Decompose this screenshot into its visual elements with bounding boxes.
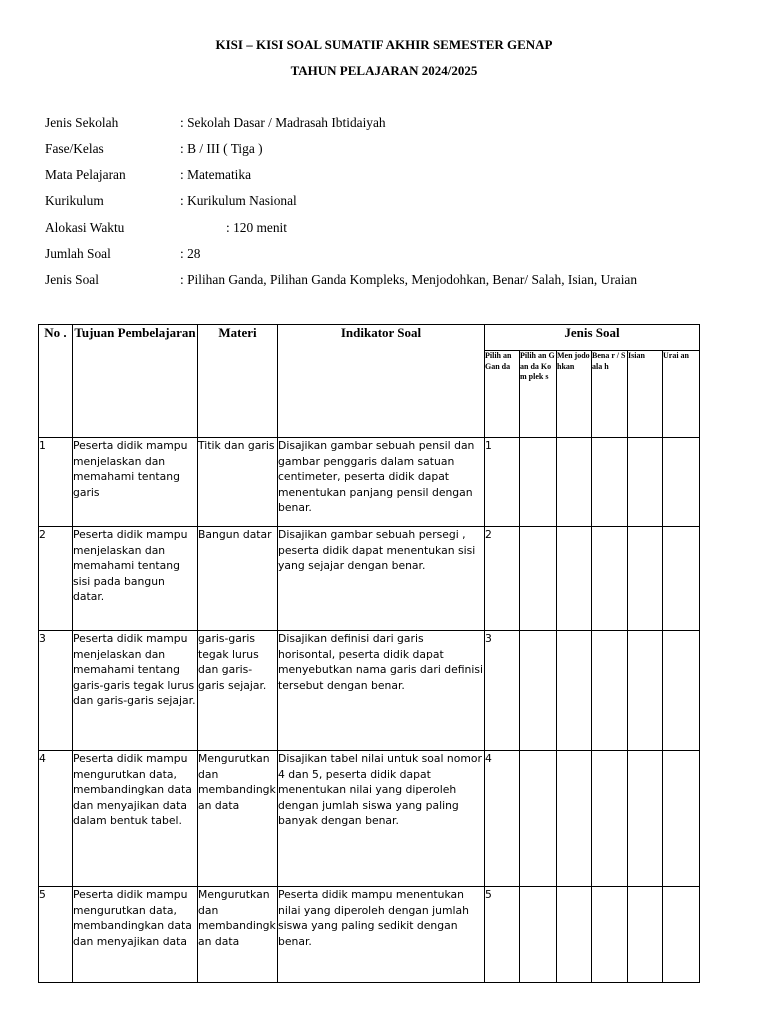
row-tujuan: Peserta didik mampu menjelaskan dan memahami tentang sisi pada bangun datar. [73, 527, 198, 631]
header-isian: Isian [628, 351, 663, 438]
row-tujuan: Peserta didik mampu menjelaskan dan memahami tentang garis-garis tegak lurus dan garis-garis sejajar. [73, 631, 198, 751]
table-row [39, 751, 700, 887]
info-label: Jenis Sekolah [45, 115, 119, 130]
row-empty-cell [592, 527, 628, 631]
row-empty-cell [520, 438, 557, 527]
row-empty-cell [628, 527, 663, 631]
kisi-kisi-table [38, 324, 700, 983]
row-tujuan: Peserta didik mampu mengurutkan data, membandingkan data dan menyajikan data dalam bentuk tabel. [73, 751, 198, 887]
header-uraian: Urai an [663, 351, 700, 438]
table-row [39, 631, 700, 751]
row-indikator: Disajikan definisi dari garis horisontal, peserta didik dapat menyebutkan nama garis dari definisi tersebut dengan benar. [278, 631, 485, 751]
row-no: 1 [39, 438, 73, 527]
row-empty-cell [520, 751, 557, 887]
header-row [39, 325, 700, 351]
table-row [39, 887, 700, 983]
info-label: Fase/Kelas [45, 141, 104, 156]
row-empty-cell [520, 631, 557, 751]
info-value: : 120 menit [226, 220, 287, 235]
row-empty-cell [557, 751, 592, 887]
row-no: 5 [39, 887, 73, 983]
row-indikator: Disajikan gambar sebuah pensil dan gambar penggaris dalam satuan centimeter, peserta didik dapat menentukan panjang pensil dengan benar. [278, 438, 485, 527]
row-indikator: Disajikan tabel nilai untuk soal nomor 4 dan 5, peserta didik dapat menentukan nilai yang diperoleh dengan jumlah siswa yang paling banyak dengan benar. [278, 751, 485, 887]
row-empty-cell [592, 887, 628, 983]
row-pilihan-ganda: 5 [485, 887, 520, 983]
row-empty-cell [628, 751, 663, 887]
row-tujuan: Peserta didik mampu mengurutkan data, membandingkan data dan menyajikan data [73, 887, 198, 983]
header-jenis-soal: Jenis Soal [485, 325, 700, 351]
info-value: : B / III ( Tiga ) [180, 141, 263, 156]
row-pilihan-ganda: 3 [485, 631, 520, 751]
document-subtitle: TAHUN PELAJARAN 2024/2025 [290, 63, 478, 78]
row-empty-cell [628, 438, 663, 527]
row-pilihan-ganda: 2 [485, 527, 520, 631]
info-label: Mata Pelajaran [45, 167, 126, 182]
row-empty-cell [520, 527, 557, 631]
row-pilihan-ganda: 4 [485, 751, 520, 887]
info-label: Alokasi Waktu [45, 220, 125, 235]
row-no: 2 [39, 527, 73, 631]
table-row [39, 438, 700, 527]
row-empty-cell [592, 751, 628, 887]
row-indikator: Peserta didik mampu menentukan nilai yang diperoleh dengan jumlah siswa yang paling sedikit dengan benar. [278, 887, 485, 983]
row-materi: Mengurutkan dan membandingkan data [198, 751, 278, 887]
row-empty-cell [592, 438, 628, 527]
row-materi: Mengurutkan dan membandingkan data [198, 887, 278, 983]
document-title: KISI – KISI SOAL SUMATIF AKHIR SEMESTER GENAP [215, 37, 553, 52]
header-pilihan-ganda: Pilih an Gan da [485, 351, 520, 438]
row-tujuan: Peserta didik mampu menjelaskan dan memahami tentang garis [73, 438, 198, 527]
header-pilihan-ganda-kompleks: Pilih an Gan da Kom plek s [520, 351, 557, 438]
row-empty-cell [557, 438, 592, 527]
header-menjodohkan: Men jodo hkan [557, 351, 592, 438]
row-empty-cell [628, 887, 663, 983]
info-value: : Matematika [180, 167, 252, 182]
table-row [39, 527, 700, 631]
header-no: No . [39, 325, 73, 438]
row-empty-cell [663, 631, 700, 751]
row-materi: Titik dan garis [198, 438, 278, 527]
row-empty-cell [557, 887, 592, 983]
row-empty-cell [663, 527, 700, 631]
row-materi: garis-garis tegak lurus dan garis-garis sejajar. [198, 631, 278, 751]
row-materi: Bangun datar [198, 527, 278, 631]
row-empty-cell [557, 527, 592, 631]
info-value: : 28 [180, 246, 201, 261]
info-value: : Pilihan Ganda, Pilihan Ganda Kompleks, Menjodohkan, Benar/ Salah, Isian, Uraian [180, 272, 638, 287]
row-indikator: Disajikan gambar sebuah persegi , peserta didik dapat menentukan sisi yang sejajar dengan benar. [278, 527, 485, 631]
row-no: 3 [39, 631, 73, 751]
row-empty-cell [628, 631, 663, 751]
row-empty-cell [592, 631, 628, 751]
row-pilihan-ganda: 1 [485, 438, 520, 527]
header-tujuan: Tujuan Pembelajaran [73, 325, 198, 438]
header-indikator: Indikator Soal [278, 325, 485, 438]
info-label: Kurikulum [45, 193, 104, 208]
row-empty-cell [520, 887, 557, 983]
header-materi: Materi [198, 325, 278, 438]
info-label: Jenis Soal [45, 272, 99, 287]
row-empty-cell [663, 887, 700, 983]
row-empty-cell [557, 631, 592, 751]
row-empty-cell [663, 438, 700, 527]
row-empty-cell [663, 751, 700, 887]
header-benar-salah: Bena r / Sala h [592, 351, 628, 438]
row-no: 4 [39, 751, 73, 887]
info-value: : Kurikulum Nasional [180, 193, 297, 208]
info-value: : Sekolah Dasar / Madrasah Ibtidaiyah [180, 115, 386, 130]
info-label: Jumlah Soal [45, 246, 111, 261]
